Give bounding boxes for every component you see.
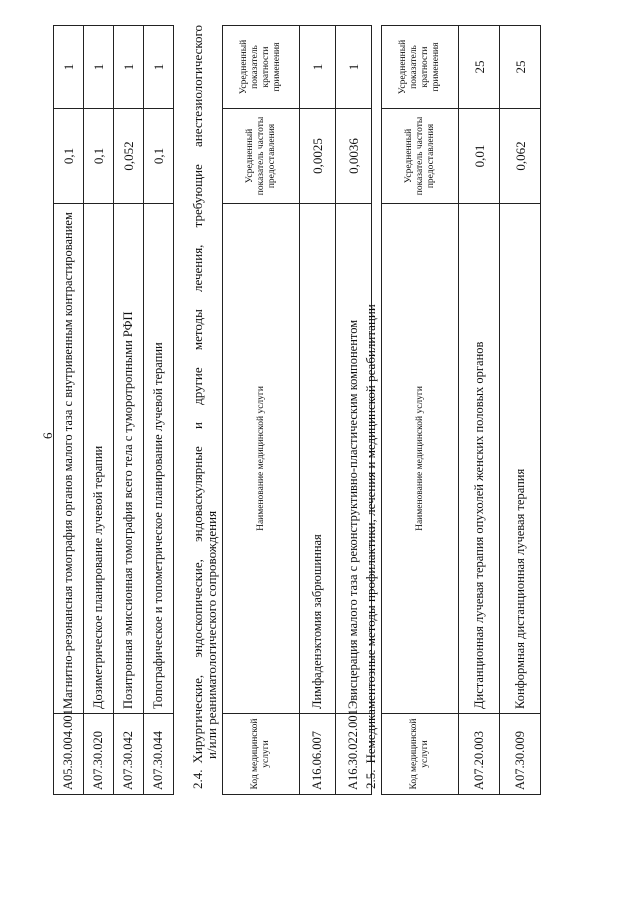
header-name: Наименование медицинской услуги xyxy=(382,204,459,714)
section-title: Немедикаментозные методы профилактики, лечения и медицинской реабилитации xyxy=(363,304,378,764)
service-code: A16.30.022.001 xyxy=(336,714,372,795)
frequency-value: 0,01 xyxy=(459,109,500,204)
table-header-row xyxy=(223,26,300,795)
header-multiplicity: Усредненный показатель кратности применения xyxy=(382,26,459,109)
table-header-row xyxy=(382,26,459,795)
section-non-drug-methods xyxy=(364,25,541,795)
section-title-line1: Хирургические, эндоскопические, эндоваскулярные и другие методы лечения, требующие анестезиологического xyxy=(190,25,205,764)
multiplicity-value: 1 xyxy=(114,26,144,109)
multiplicity-value: 25 xyxy=(459,26,500,109)
table-row xyxy=(144,26,174,795)
table-row xyxy=(459,26,500,795)
section-title-line2: и/или реаниматологического сопровождения xyxy=(204,510,219,759)
frequency-value: 0,1 xyxy=(144,109,174,204)
frequency-value: 0,0025 xyxy=(300,109,336,204)
service-code: A07.30.044 xyxy=(144,714,174,795)
multiplicity-value: 1 xyxy=(54,26,84,109)
service-code: A07.30.009 xyxy=(500,714,541,795)
page-number: 6 xyxy=(40,432,55,439)
header-code: Код медицинской услуги xyxy=(382,714,459,795)
service-name: Лимфаденэктомия забрюшинная xyxy=(300,204,336,714)
frequency-value: 0,1 xyxy=(54,109,84,204)
frequency-value: 0,1 xyxy=(84,109,114,204)
service-name: Конформная дистанционная лучевая терапия xyxy=(500,204,541,714)
table-row xyxy=(500,26,541,795)
section-number: 2.5. xyxy=(363,769,378,789)
frequency-value: 0,0036 xyxy=(336,109,372,204)
section-heading xyxy=(191,25,219,789)
service-name: Дистанционная лучевая терапия опухолей женских половых органов xyxy=(459,204,500,714)
multiplicity-value: 25 xyxy=(500,26,541,109)
multiplicity-value: 1 xyxy=(336,26,372,109)
service-name: Позитронная эмиссионная томография всего тела с туморотропными РФП xyxy=(114,204,144,714)
header-frequency: Усредненный показатель частоты предоставления xyxy=(382,109,459,204)
table-row xyxy=(114,26,144,795)
multiplicity-value: 1 xyxy=(300,26,336,109)
header-name: Наименование медицинской услуги xyxy=(223,204,300,714)
service-code: A05.30.004.001 xyxy=(54,714,84,795)
section-surgical-methods xyxy=(191,25,372,795)
header-multiplicity: Усредненный показатель кратности применения xyxy=(223,26,300,109)
section-number: 2.4. xyxy=(190,769,205,789)
header-frequency: Усредненный показатель частоты предоставления xyxy=(223,109,300,204)
service-code: A07.30.042 xyxy=(114,714,144,795)
multiplicity-value: 1 xyxy=(84,26,114,109)
header-code: Код медицинской услуги xyxy=(223,714,300,795)
service-name: Эвисцерация малого таза с реконструктивно-пластическим компонентом xyxy=(336,204,372,714)
frequency-value: 0,062 xyxy=(500,109,541,204)
table-row xyxy=(54,26,84,795)
service-name: Магнитно-резонансная томография органов малого таза с внутривенным контрастированием xyxy=(54,204,84,714)
table-row xyxy=(300,26,336,795)
service-code: A07.20.003 xyxy=(459,714,500,795)
service-name: Дозиметрическое планирование лучевой терапии xyxy=(84,204,114,714)
table-row xyxy=(84,26,114,795)
service-name: Топографическое и топометрическое планирование лучевой терапии xyxy=(144,204,174,714)
frequency-value: 0,052 xyxy=(114,109,144,204)
multiplicity-value: 1 xyxy=(144,26,174,109)
service-code: A07.30.020 xyxy=(84,714,114,795)
table-diagnostics xyxy=(53,25,174,795)
service-code: A16.06.007 xyxy=(300,714,336,795)
section-heading xyxy=(364,25,378,789)
